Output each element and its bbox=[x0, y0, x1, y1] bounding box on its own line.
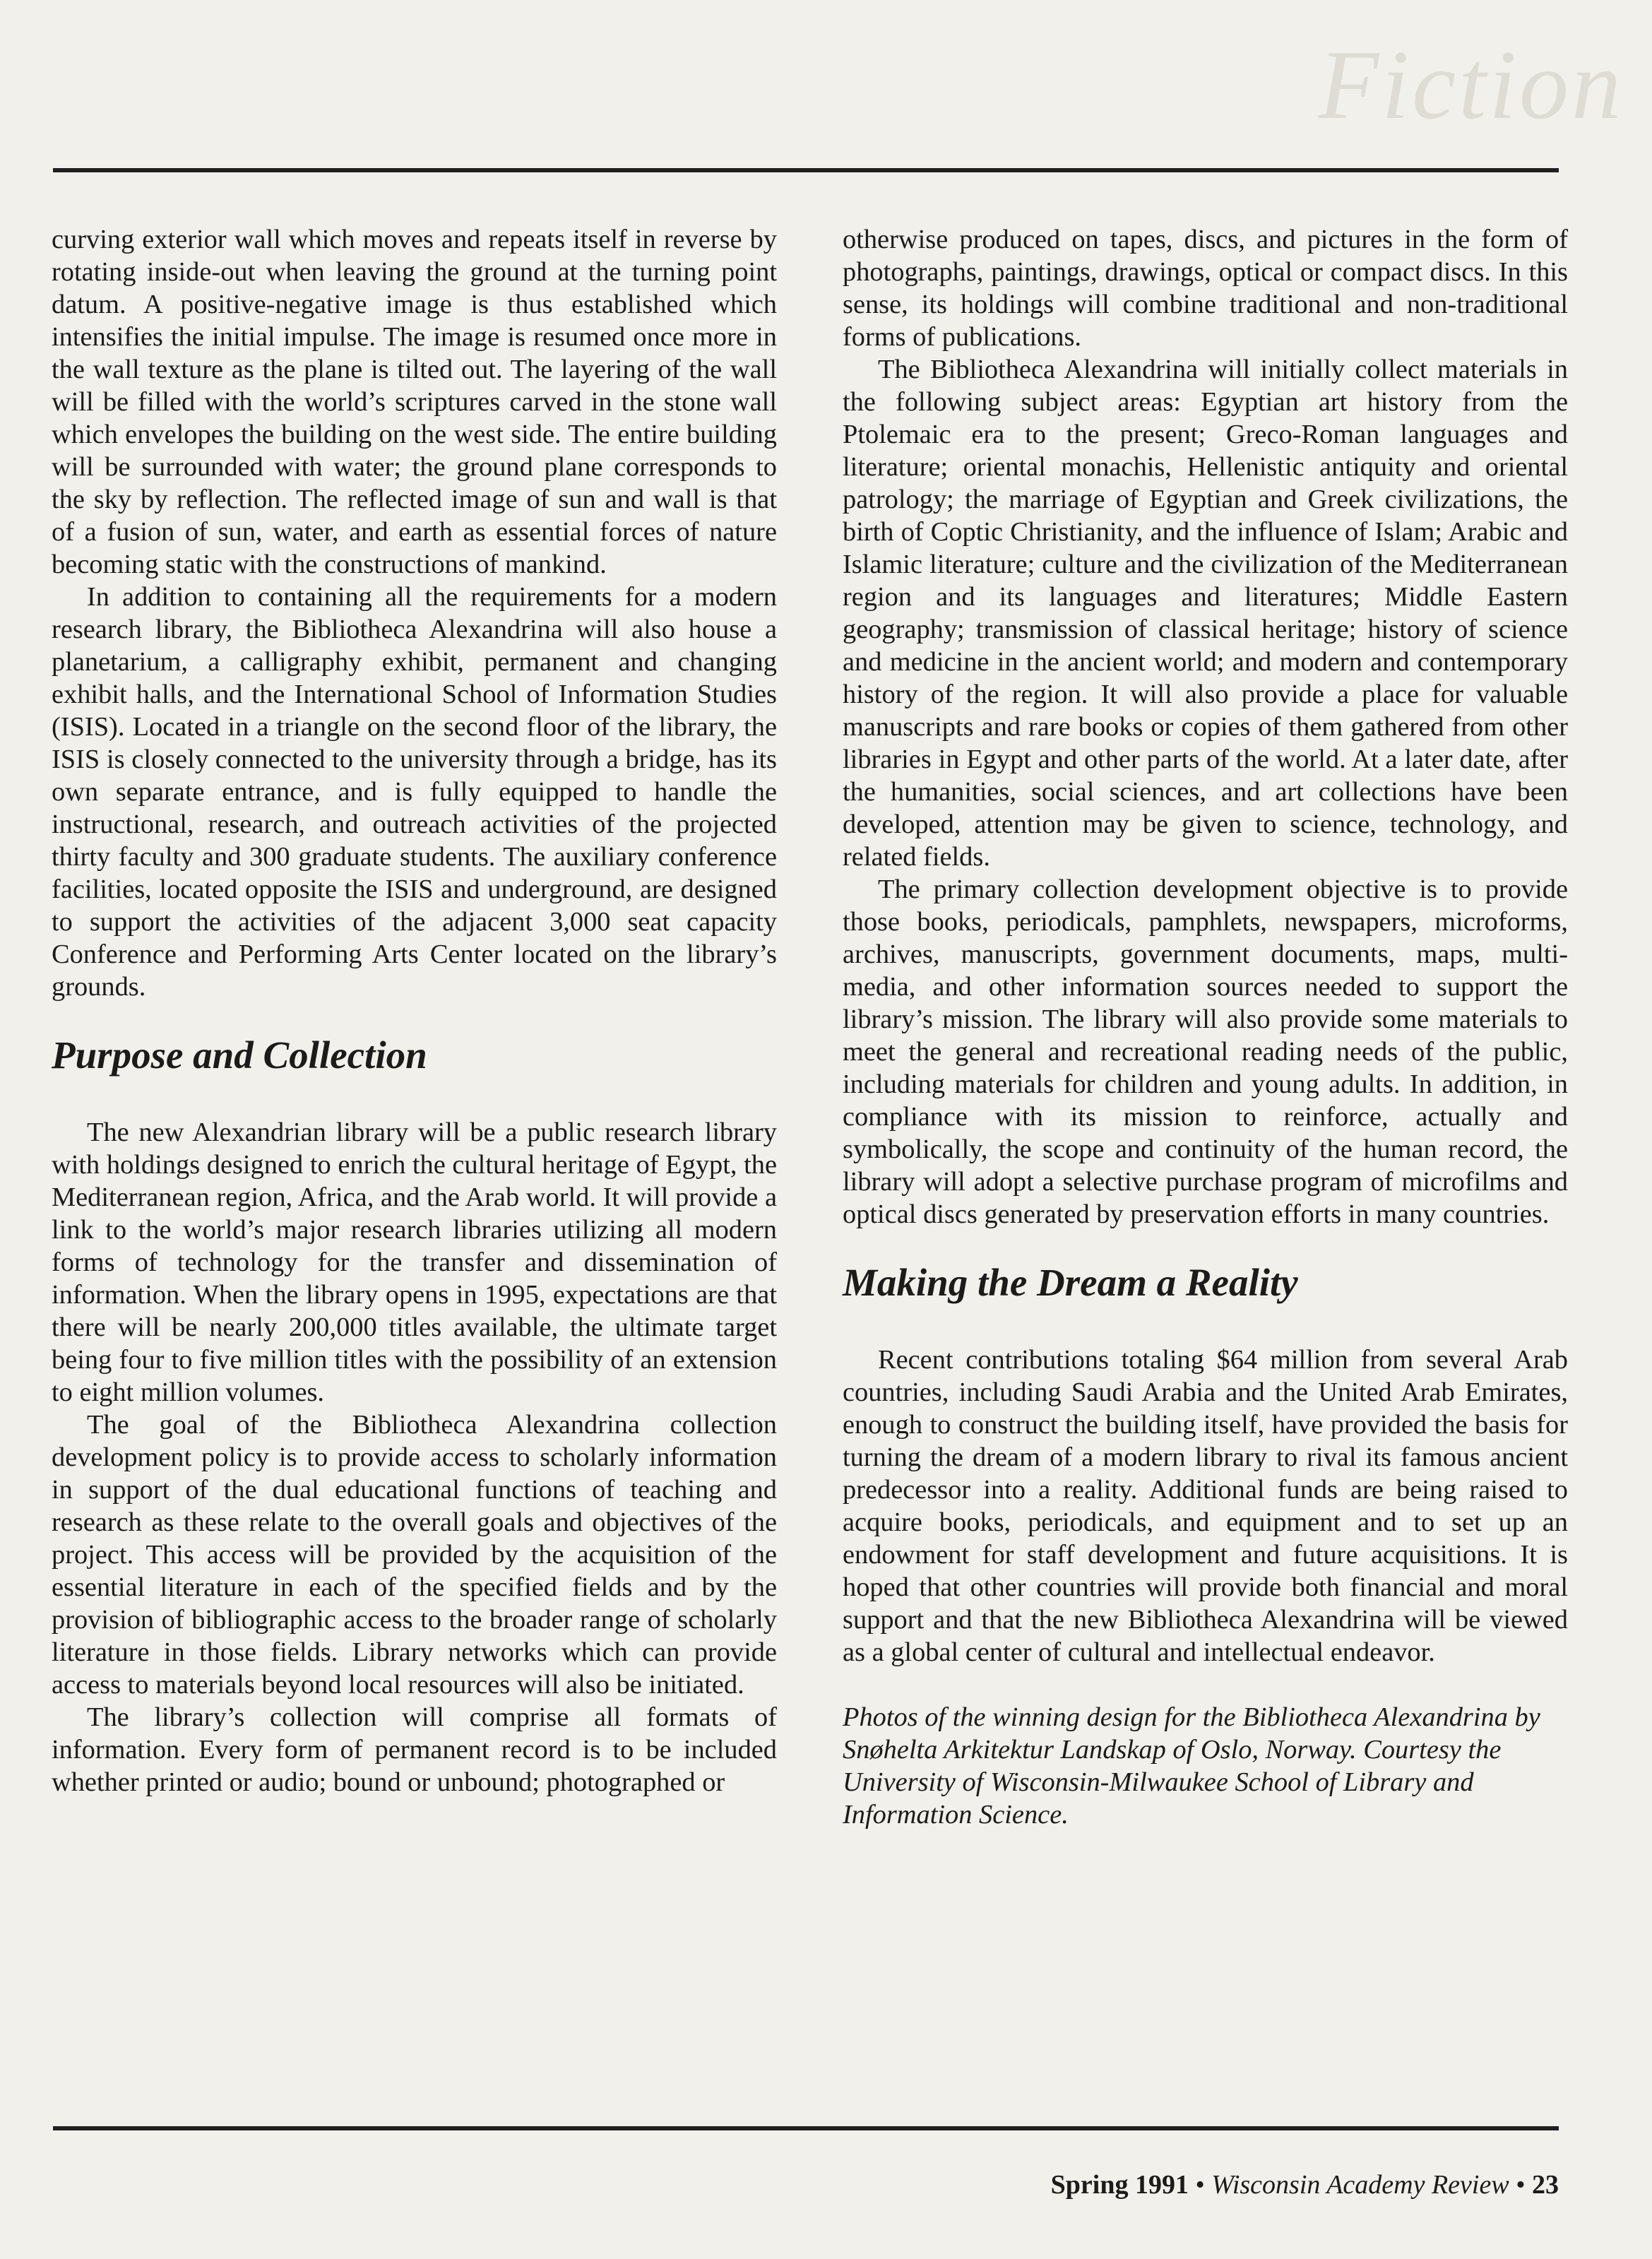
footer-publication: Wisconsin Academy Review bbox=[1211, 2170, 1509, 2200]
right-paragraph-4: Recent contributions totaling $64 million from several Arab countries, including Saudi Arabia and the United Arab Emirates, enough to construct the building itself, have provided the basis for turning the dream of a modern library to rival its famous ancient predecessor into a reality. Additional funds are being raised to acquire books, periodicals, and equipment and to set up an endowment for staff development and future acquisitions. It is hoped that other countries will provide both financial and moral support and that the new Bibliotheca Alexandrina will be viewed as a global center of cultural and intellectual endeavor. bbox=[843, 1345, 1568, 1667]
section-heading-purpose: Purpose and Collection bbox=[52, 1033, 427, 1077]
top-rule bbox=[53, 168, 1559, 172]
page-number: 23 bbox=[1532, 2170, 1559, 2200]
right-paragraph-3: The primary collection development objective is to provide those books, periodicals, pamphlets, newspapers, microforms, archives, manuscripts, government documents, maps, multi-media, and other information sources needed to support the library’s mission. The library will also provide some materials to meet the general and recreational reading needs of the public, including materials for children and young adults. In addition, in compliance with its mission to reinforce, actually and symbolically, the scope and continuity of the human record, the library will adopt a selective purchase program of microfilms and optical discs generated by preservation efforts in many countries. bbox=[843, 874, 1568, 1229]
footer-issue: Spring 1991 bbox=[1050, 2170, 1189, 2200]
right-paragraph-2: The Bibliotheca Alexandrina will initially collect materials in the following subject areas: Egyptian art history from the Ptolemaic era to the present; Greco-Roman languages and literature; oriental monachis, Hellenistic antiquity and oriental patrology; the marriage of Egyptian and Greek civilizations, the birth of Coptic Christianity, and the influence of Islam; Arabic and Islamic literature; culture and the civilization of the Mediterranean region and its languages and literatures; Middle Eastern geography; transmission of classical heritage; history of science and medicine in the ancient world; and modern and contemporary history of the region. It will also provide a place for valuable manuscripts and rare books or copies of them gathered from other libraries in Egypt and other parts of the world. At a later date, after the humanities, social sciences, and art collections have been developed, attention may be given to science, technology, and related fields. bbox=[843, 355, 1568, 872]
section-heading-dream: Making the Dream a Reality bbox=[843, 1261, 1298, 1304]
photo-caption: Photos of the winning design for the Bibliotheca Alexandrina by Snøhelta Arkitektur Landskap of Oslo, Norway. Courtesy the University of Wisconsin-Milwaukee School of Library and Information Science. bbox=[843, 1702, 1540, 1830]
bottom-rule bbox=[53, 2126, 1559, 2130]
left-column bbox=[52, 223, 777, 1798]
footer-separator-2: • bbox=[1516, 2170, 1526, 2200]
left-paragraph-3: The new Alexandrian library will be a public research library with holdings designed to enrich the cultural heritage of Egypt, the Mediterranean region, Africa, and the Arab world. It will provide a link to the world’s major research libraries utilizing all modern forms of technology for the transfer and dissemination of information. When the library opens in 1995, expectations are that there will be nearly 200,000 titles available, the ultimate target being four to five million titles with the possibility of an extension to eight million volumes. bbox=[52, 1117, 777, 1407]
left-paragraph-1: curving exterior wall which moves and repeats itself in reverse by rotating inside-out when leaving the ground at the turning point datum. A positive-negative image is thus established which intensifies the initial impulse. The image is resumed once more in the wall texture as the plane is tilted out. The layering of the wall will be filled with the world’s scriptures carved in the stone wall which envelopes the building on the west side. The entire building will be surrounded with water; the ground plane corresponds to the sky by reflection. The reflected image of sun and wall is that of a fusion of sun, water, and earth as essential forces of nature becoming static with the constructions of mankind. bbox=[52, 225, 777, 579]
page-footer bbox=[1051, 2169, 1559, 2201]
right-column bbox=[843, 223, 1568, 1831]
left-paragraph-4: The goal of the Bibliotheca Alexandrina collection development policy is to provide access to scholarly information in support of the dual educational functions of teaching and research as these relate to the overall goals and objectives of the project. This access will be provided by the acquisition of the essential literature in each of the specified fields and by the provision of bibliographic access to the broader range of scholarly literature in those fields. Library networks which can provide access to materials beyond local resources will also be initiated. bbox=[52, 1410, 777, 1700]
left-paragraph-5: The library’s collection will comprise all formats of information. Every form of permanent record is to be included whether printed or audio; bound or unbound; photographed or bbox=[52, 1702, 777, 1797]
faint-background-heading: Fiction bbox=[1318, 30, 1624, 140]
right-paragraph-1: otherwise produced on tapes, discs, and pictures in the form of photographs, paintings, drawings, optical or compact discs. In this sense, its holdings will combine traditional and non-traditional forms of publications. bbox=[843, 225, 1568, 352]
footer-separator: • bbox=[1195, 2170, 1205, 2200]
left-paragraph-2: In addition to containing all the requirements for a modern research library, the Bibliotheca Alexandrina will also house a planetarium, a calligraphy exhibit, permanent and changing exhibit halls, and the International School of Information Studies (ISIS). Located in a triangle on the second floor of the library, the ISIS is closely connected to the university through a bridge, has its own separate entrance, and is fully equipped to handle the instructional, research, and outreach activities of the projected thirty faculty and 300 graduate students. The auxiliary conference facilities, located opposite the ISIS and underground, are designed to support the activities of the adjacent 3,000 seat capacity Conference and Performing Arts Center located on the library’s grounds. bbox=[52, 582, 777, 1002]
